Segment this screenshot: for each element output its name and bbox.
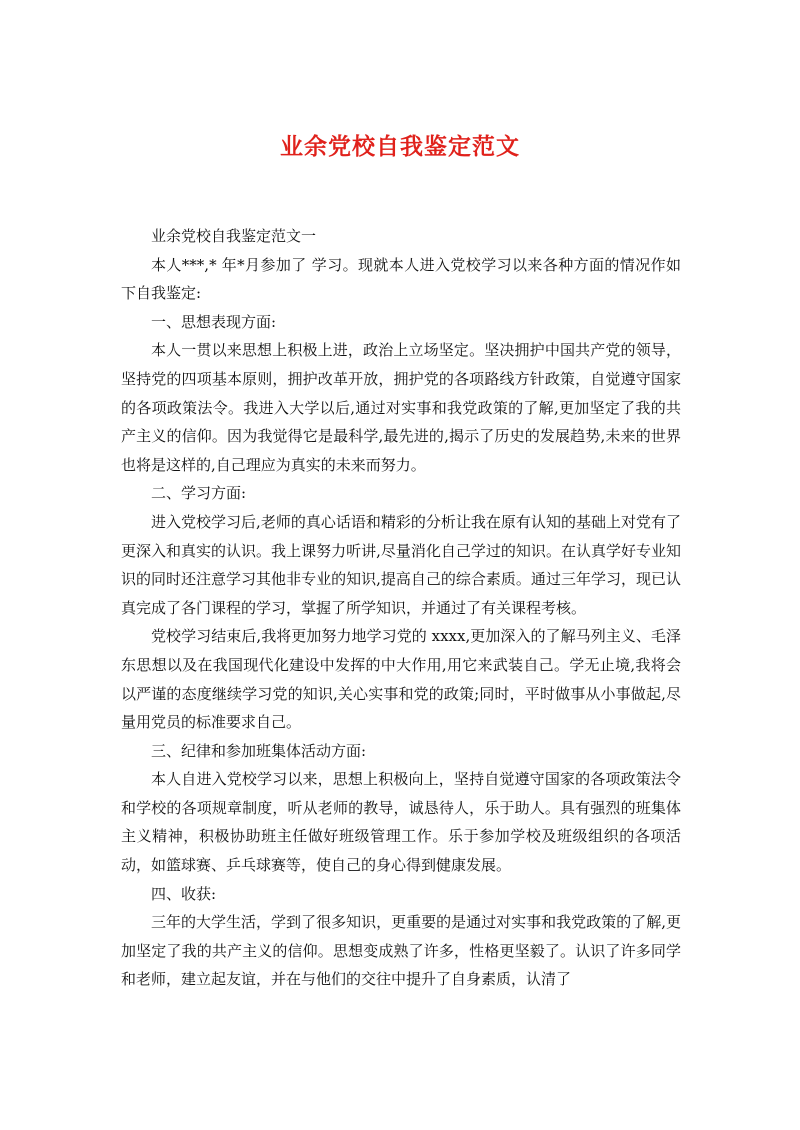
section-subtitle: 业余党校自我鉴定范文一 (151, 227, 317, 245)
paragraph-ideology: 本人一贯以来思想上积极上进，政治上立场坚定。坚决拥护中国共产党的领导，坚持党的四项基本原则，拥护改革开放，拥护党的各项路线方针政策，自觉遵守国家的各项政策法令。我进入大学以后,通过对实事和我党政策的了解,更加坚定了我的共产主义的信仰。因为我觉得它是最科学,最先进的,揭示了历史的发展趋势,未来的世界也将是这样的,自己理应为真实的未来而努力。 (121, 341, 681, 474)
heading-gains: 四、收获: (151, 884, 217, 903)
heading-ideology: 一、思想表现方面: (151, 312, 277, 331)
intro-paragraph: 本人***,* 年*月参加了 学习。现就本人进入党校学习以来各种方面的情况作如下自我鉴定: (121, 255, 681, 303)
document-title: 业余党校自我鉴定范文 (280, 133, 520, 160)
paragraph-study: 进入党校学习后,老师的真心话语和精彩的分析让我在原有认知的基础上对党有了更深入和真实的认识。我上课努力听讲,尽量消化自己学过的知识。在认真学好专业知识的同时还注意学习其他非专业的知识,提高自己的综合素质。通过三年学习，现已认真完成了各门课程的学习，掌握了所学知识，并通过了有关课程考核。 (121, 512, 681, 617)
heading-discipline: 三、纪律和参加班集体活动方面: (151, 741, 367, 760)
document-body (121, 222, 681, 994)
paragraph-gains: 三年的大学生活，学到了很多知识，更重要的是通过对实事和我党政策的了解,更加坚定了我的共产主义的信仰。思想变成熟了许多，性格更坚毅了。认识了许多同学和老师，建立起友谊，并在与他们的交往中提升了自身素质，认清了 (121, 913, 681, 989)
paragraph-after-study: 党校学习结束后,我将更加努力地学习党的 xxxx,更加深入的了解马列主义、毛泽东思想以及在我国现代化建设中发挥的中大作用,用它来武装自己。学无止境,我将会以严谨的态度继续学习党的知识,关心实事和党的政策;同时，平时做事从小事做起,尽量用党员的标准要求自己。 (121, 627, 681, 732)
paragraph-discipline: 本人自进入党校学习以来，思想上积极向上，坚持自觉遵守国家的各项政策法令和学校的各项规章制度，听从老师的教导，诚恳待人，乐于助人。具有强烈的班集体主义精神，积极协助班主任做好班级管理工作。乐于参加学校及班级组织的各项活动，如篮球赛、乒乓球赛等，使自己的身心得到健康发展。 (121, 770, 681, 875)
heading-study: 二、学习方面: (151, 484, 247, 503)
